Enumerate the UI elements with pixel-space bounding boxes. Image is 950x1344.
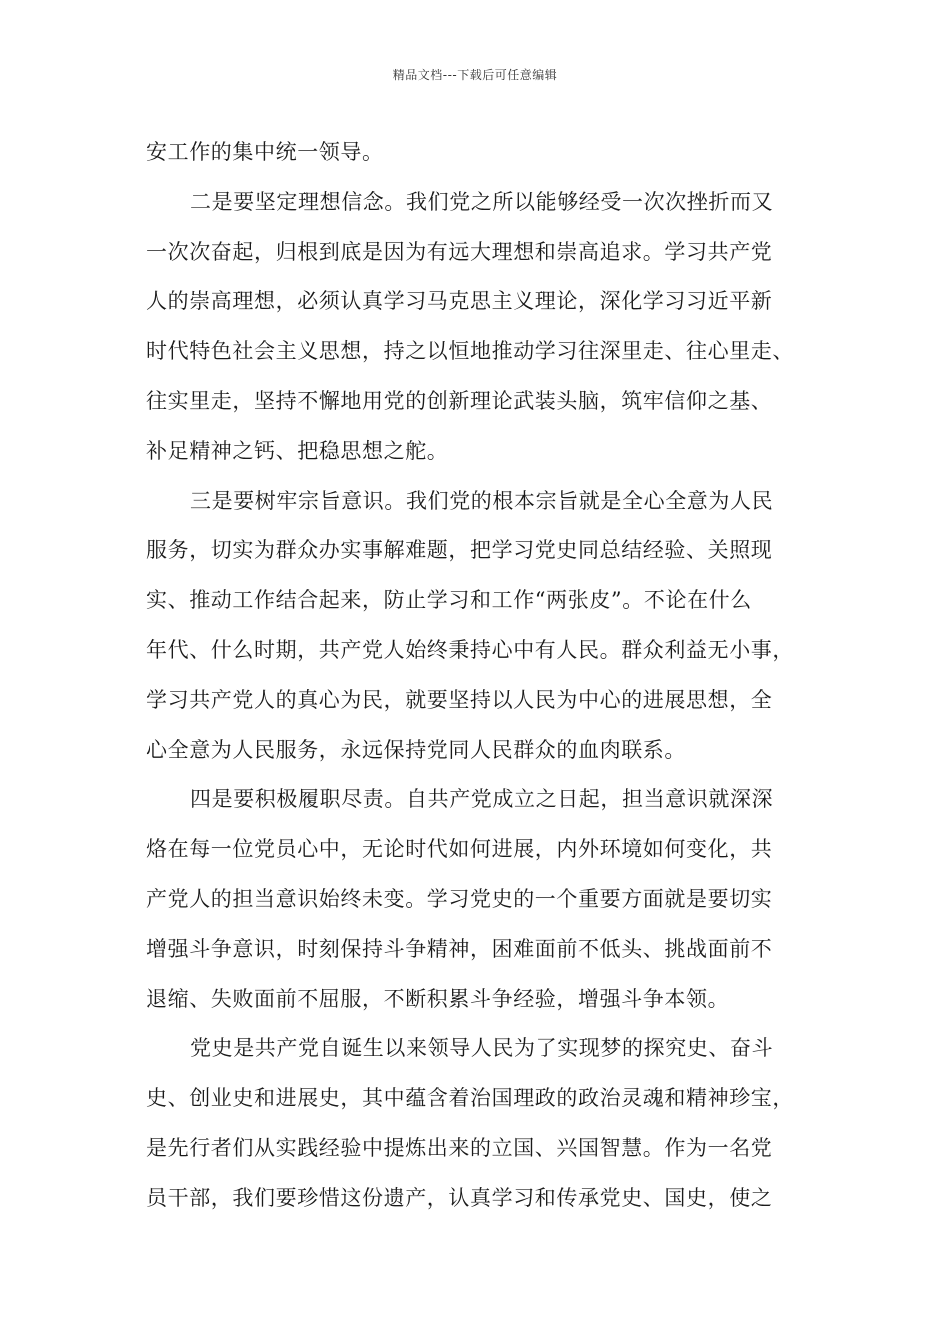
text-line: 退缩、失败面前不屈服，不断积累斗争经验，增强斗争本领。 xyxy=(146,986,730,1011)
paragraph-first-line: 党史是共产党自诞生以来领导人民为了实现梦的探究史、奋斗 xyxy=(190,1036,774,1061)
text-line: 学习共产党人的真心为民，就要坚持以人民为中心的进展思想，全 xyxy=(146,687,773,712)
text-line: 一次次奋起，归根到底是因为有远大理想和崇高追求。学习共产党 xyxy=(146,239,773,264)
text-line: 往实里走，坚持不懈地用党的创新理论武装头脑，筑牢信仰之基、 xyxy=(146,388,773,413)
text-line: 时代特色社会主义思想，持之以恒地推动学习往深里走、往心里走、 xyxy=(146,339,794,364)
paragraph-first-line: 二是要坚定理想信念。我们党之所以能够经受一次次挫折而又 xyxy=(190,189,774,214)
text-line: 增强斗争意识，时刻保持斗争精神，困难面前不低头、挑战面前不 xyxy=(146,936,773,961)
page-header: 精品文档---下载后可任意编辑 xyxy=(392,68,558,82)
text-line: 补足精神之钙、把稳思想之舵。 xyxy=(146,438,449,463)
text-line: 是先行者们从实践经验中提炼出来的立国、兴国智慧。作为一名党 xyxy=(146,1135,773,1160)
text-line: 安工作的集中统一领导。 xyxy=(146,140,384,164)
text-line: 员干部，我们要珍惜这份遗产，认真学习和传承党史、国史，使之 xyxy=(146,1185,773,1210)
text-line: 烙在每一位党员心中，无论时代如何进展，内外环境如何变化，共 xyxy=(146,837,773,862)
paragraph-first-line: 三是要树牢宗旨意识。我们党的根本宗旨就是全心全意为人民 xyxy=(190,488,774,513)
document-body xyxy=(146,128,808,1224)
text-line: 年代、什么时期，共产党人始终秉持心中有人民。群众利益无小事， xyxy=(146,637,794,662)
paragraph-first-line: 四是要积极履职尽责。自共产党成立之日起，担当意识就深深 xyxy=(190,787,774,812)
text-line: 人的崇高理想，必须认真学习马克思主义理论，深化学习习近平新 xyxy=(146,289,773,314)
text-line: 服务，切实为群众办实事解难题，把学习党史同总结经验、关照现 xyxy=(146,538,773,563)
text-line: 史、创业史和进展史，其中蕴含着治国理政的政治灵魂和精神珍宝， xyxy=(146,1086,794,1111)
text-line: 产党人的担当意识始终未变。学习党史的一个重要方面就是要切实 xyxy=(146,886,773,911)
text-line: 心全意为人民服务，永远保持党同人民群众的血肉联系。 xyxy=(146,737,686,762)
text-line: 实、推动工作结合起来，防止学习和工作“两张皮”。不论在什么 xyxy=(146,588,752,613)
